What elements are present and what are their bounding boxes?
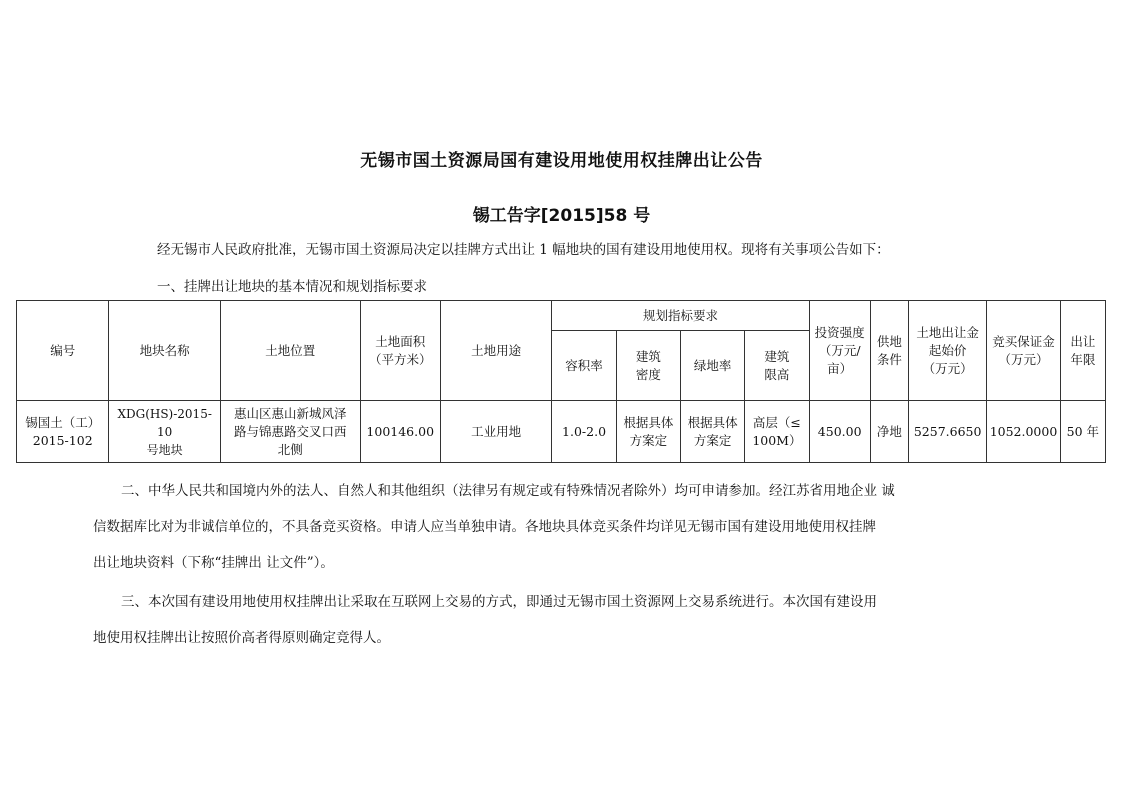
cell-height-line2: 100M）: [752, 432, 802, 448]
cell-name: [109, 401, 221, 463]
header-id: 编号: [17, 301, 109, 401]
cell-green: [680, 401, 744, 463]
section1-heading: 一、挂牌出让地块的基本情况和规划指标要求: [157, 279, 427, 295]
cell-location-line1: 惠山区惠山新城风泽: [233, 405, 347, 421]
cell-invest: 450.00: [809, 401, 870, 463]
cell-far: 1.0-2.0: [552, 401, 616, 463]
section2-paragraph: [93, 473, 1033, 581]
header-height-line2: 限高: [764, 366, 790, 382]
cell-location-line3: 北侧: [277, 441, 303, 457]
cell-name-line2: 号地块: [146, 442, 183, 457]
header-term: [1060, 301, 1105, 401]
header-density-line2: 密度: [635, 366, 661, 382]
table-header-row-1: [17, 301, 1106, 331]
cell-deposit: 1052.0000: [987, 401, 1060, 463]
cell-green-line2: 方案定: [693, 432, 732, 448]
header-planning: 规划指标要求: [552, 301, 809, 331]
cell-area: 100146.00: [360, 401, 440, 463]
header-price: [908, 301, 986, 401]
cell-green-line1: 根据具体: [687, 414, 738, 430]
cell-id-line1: 锡国土（工）: [25, 414, 101, 430]
header-density: [616, 331, 680, 401]
cell-supply: 净地: [870, 401, 908, 463]
header-use: 土地用途: [440, 301, 552, 401]
header-price-line2: 起始价: [928, 342, 967, 358]
cell-density: [616, 401, 680, 463]
header-deposit: [987, 301, 1060, 401]
header-term-line2: 年限: [1070, 351, 1096, 367]
document-title: 无锡市国土资源局国有建设用地使用权挂牌出让公告: [360, 151, 763, 171]
header-supply-line1: 供地: [876, 333, 902, 349]
header-name: 地块名称: [109, 301, 221, 401]
header-invest-line3: 亩）: [827, 360, 853, 376]
header-invest-line2: （万元/: [818, 342, 861, 358]
header-invest: [809, 301, 870, 401]
header-price-line3: （万元）: [922, 360, 973, 376]
cell-id: [17, 401, 109, 463]
header-green: 绿地率: [680, 331, 744, 401]
section3-paragraph: [93, 584, 1033, 656]
section2-line3: 出让地块资料（下称“挂牌出 让文件”）。: [93, 555, 334, 571]
header-invest-line1: 投资强度: [814, 324, 865, 340]
header-supply-line2: 条件: [876, 351, 902, 367]
cell-name-line1: XDG(HS)-2015-10: [117, 406, 212, 439]
cell-height: [745, 401, 809, 463]
cell-location: [220, 401, 360, 463]
header-supply: [870, 301, 908, 401]
cell-location-line2: 路与锦惠路交叉口西: [233, 423, 347, 439]
document-number: 锡工告字[2015]58 号: [472, 206, 651, 226]
cell-use: 工业用地: [440, 401, 552, 463]
cell-id-line2: 2015-102: [32, 432, 93, 448]
table-row: [17, 401, 1106, 463]
header-height-line1: 建筑: [764, 348, 790, 364]
cell-density-line2: 方案定: [629, 432, 668, 448]
header-area-line1: 土地面积: [375, 333, 426, 349]
header-height: [745, 331, 809, 401]
section2-line1: 二、中华人民共和国境内外的法人、自然人和其他组织（法律另有规定或有特殊情况者除外）均可申请参加。经江苏省用地企业 诚: [121, 483, 895, 499]
header-price-line1: 土地出让金: [916, 324, 979, 340]
header-density-line1: 建筑: [635, 348, 661, 364]
header-deposit-line2: （万元）: [998, 351, 1049, 367]
cell-price: 5257.6650: [908, 401, 986, 463]
header-term-line1: 出让: [1070, 333, 1096, 349]
intro-paragraph: 经无锡市人民政府批准，无锡市国土资源局决定以挂牌方式出让 1 幅地块的国有建设用地使用权。现将有关事项公告如下：: [157, 242, 890, 258]
header-deposit-line1: 竞买保证金: [992, 333, 1055, 349]
cell-height-line1: 高层（≤: [752, 414, 801, 430]
section3-line1: 三、本次国有建设用地使用权挂牌出让采取在互联网上交易的方式，即通过无锡市国土资源网上交易系统进行。本次国有建设用: [121, 594, 877, 610]
header-area: [360, 301, 440, 401]
cell-term: 50 年: [1060, 401, 1105, 463]
cell-density-line1: 根据具体: [623, 414, 674, 430]
land-parcel-table: [16, 300, 1106, 463]
section3-line2: 地使用权挂牌出让按照价高者得原则确定竞得人。: [93, 630, 390, 646]
header-far: 容积率: [552, 331, 616, 401]
header-area-line2: （平方米）: [368, 351, 432, 367]
header-location: 土地位置: [220, 301, 360, 401]
section2-line2: 信数据库比对为非诚信单位的，不具备竞买资格。申请人应当单独申请。各地块具体竞买条件均详见无锡市国有建设用地使用权挂牌: [93, 519, 876, 535]
